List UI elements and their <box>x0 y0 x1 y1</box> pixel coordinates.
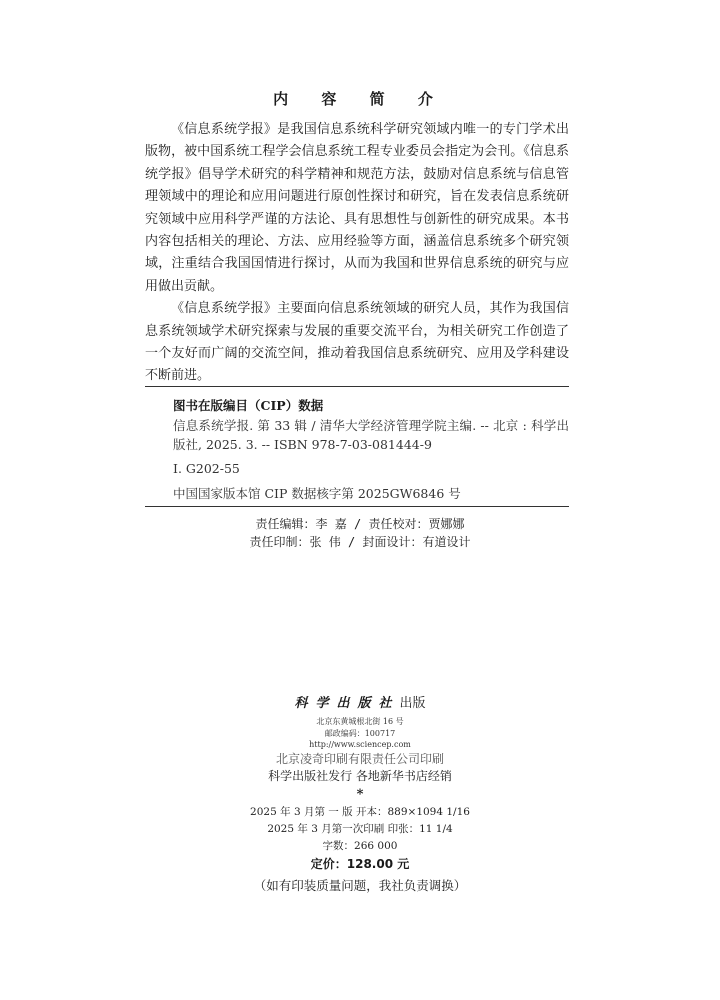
edition-spec: 2025 年 3 月第 一 版 开本：889×1094 1/16 <box>250 806 470 818</box>
cip-bottom-rule <box>145 506 569 507</box>
price: 定价：128.00 元 <box>310 857 410 871</box>
cip-entry: 信息系统学报. 第 33 辑 / 清华大学经济管理学院主编. -- 北京 : 科学出版社, 2025. 3. -- ISBN 978-7-03-081444-9 <box>173 418 569 452</box>
intro-body <box>145 119 569 388</box>
publisher-address: 北京东黄城根北街 16 号 <box>316 717 404 726</box>
publisher-suffix: 出版 <box>399 696 426 711</box>
publisher-logo: 科学出版社 <box>294 696 400 711</box>
separator-star: * <box>356 787 364 802</box>
section-title: 内 容 简 介 <box>273 90 447 108</box>
intro-paragraph-2: 《信息系统学报》主要面向信息系统领域的研究人员，其作为我国信息系统领域学术研究探索与发展的重要交流平台，为相关研究工作创造了一个友好而广阔的交流空间，推动着我国信息系统研究、应用及学科建设不断前进。 <box>145 301 569 384</box>
publisher-url: http://www.sciencep.com <box>309 740 411 749</box>
printing-spec: 2025 年 3 月第一次印刷 印张：11 1/4 <box>267 823 453 835</box>
publisher-postcode: 邮政编码：100717 <box>324 729 396 738</box>
word-count: 字数：266 000 <box>322 840 398 852</box>
printer-line: 北京凌奇印刷有限责任公司印刷 <box>275 752 444 766</box>
cip-classification: Ⅰ. G202-55 <box>173 461 240 476</box>
cip-heading: 图书在版编目（CIP）数据 <box>173 398 324 413</box>
quality-notice: （如有印装质量问题，我社负责调换） <box>253 878 467 893</box>
distribution-line: 科学出版社发行 各地新华书店经销 <box>268 769 452 783</box>
intro-paragraph-1: 《信息系统学报》是我国信息系统科学研究领域内唯一的专门学术出版物，被中国系统工程学会信息系统工程专业委员会指定为会刊。《信息系统学报》倡导学术研究的科学精神和规范方法，鼓励对信息系统与信息管理领域中的理论和应用问题进行原创性探讨和研究，旨在发表信息系统研究领域中应用科学严谨的方法论、具有思想性与创新性的研究成果。本书内容包括相关的理论、方法、应用经验等方面，涵盖信息系统多个研究领域，注重结合我国国情进行探讨，从而为我国和世界信息系统的研究与应用做出贡献。 <box>145 122 569 294</box>
cip-top-rule <box>145 386 569 387</box>
cip-record-number: 中国国家版本馆 CIP 数据核字第 2025GW6846 号 <box>173 486 461 501</box>
staff-line-editors: 责任编辑：李 嘉 / 责任校对：贾娜娜 <box>255 517 465 531</box>
publisher-line <box>0 692 720 711</box>
staff-line-production: 责任印制：张 伟 / 封面设计：有道设计 <box>249 535 471 549</box>
